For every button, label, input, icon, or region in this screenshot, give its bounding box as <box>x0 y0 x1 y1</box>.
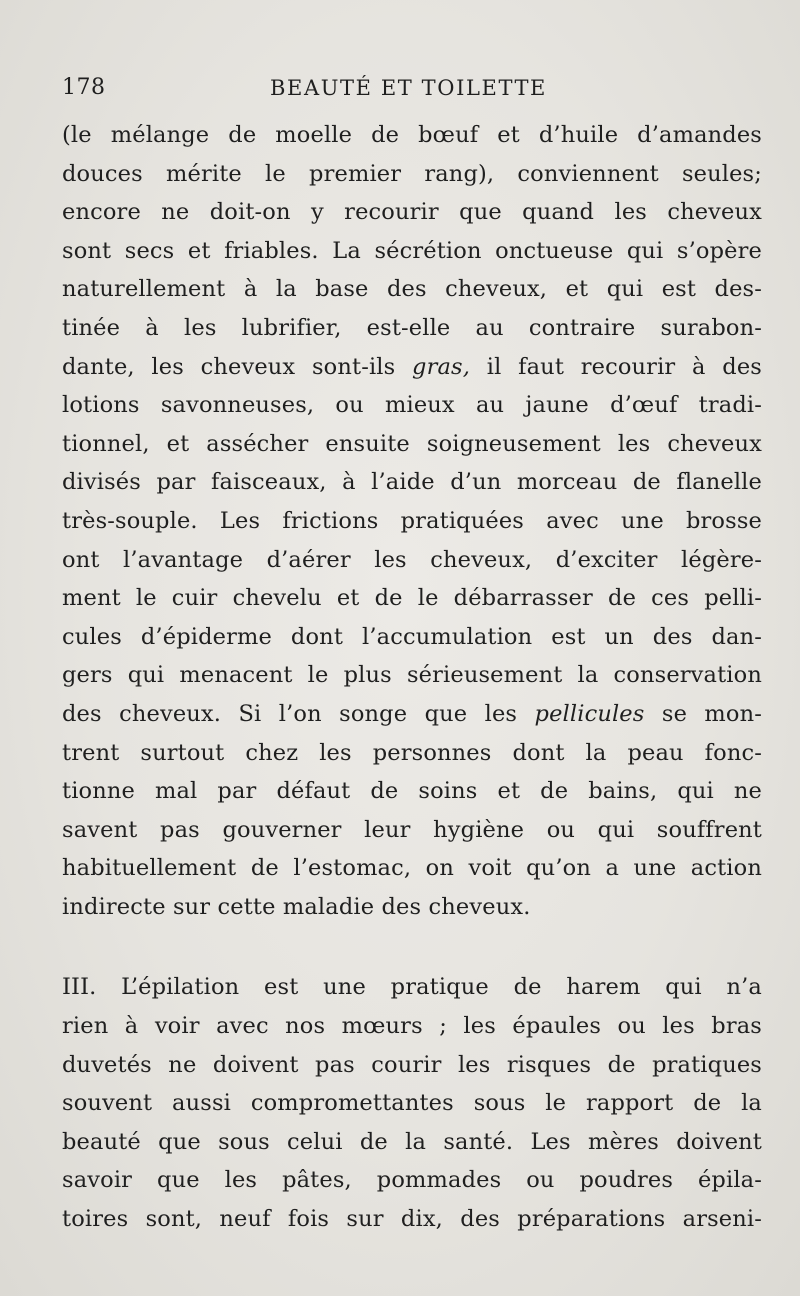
text-line: indirecte sur cette maladie des cheveux. <box>62 893 531 920</box>
text-line: III. L’épilation est une pratique de harem qui n’a <box>62 974 762 1001</box>
paragraph-gap <box>62 926 762 968</box>
text-line: savoir que les pâtes, pommades ou poudres épila- <box>62 1167 762 1194</box>
text-line: tionne mal par défaut de soins et de bains, qui ne <box>62 778 762 805</box>
text-line: sont secs et friables. La sécrétion onctueuse qui s’opère <box>62 237 762 264</box>
text-line: cules d’épiderme dont l’accumulation est un des dan- <box>62 623 762 650</box>
paragraph-1 <box>62 116 762 926</box>
text-line: (le mélange de moelle de bœuf et d’huile d’amandes <box>62 122 762 148</box>
text-line: ont l’avantage d’aérer les cheveux, d’exciter légère- <box>62 546 762 573</box>
text-line: habituellement de l’estomac, on voit qu’on a une action <box>62 855 762 882</box>
text-line: ment le cuir chevelu et de le débarrasser de ces pelli- <box>62 585 762 612</box>
text-run: dante, les cheveux sont-ils <box>62 353 413 380</box>
text-run: se mon- <box>644 700 762 727</box>
text-line: tinée à les lubrifier, est-elle au contraire surabon- <box>62 314 762 341</box>
text-run: des cheveux. Si l’on songe que les <box>62 700 535 727</box>
italic-word: gras, <box>412 353 471 380</box>
running-title: BEAUTÉ ET TOILETTE <box>270 76 547 100</box>
text-line <box>62 348 762 387</box>
text-line: trent surtout chez les personnes dont la peau fonc- <box>62 739 762 766</box>
text-line: beauté que sous celui de la santé. Les mères doivent <box>62 1128 762 1155</box>
text-run: il faut recourir à des <box>470 353 762 380</box>
body-text <box>62 116 762 1239</box>
page-header <box>62 70 762 106</box>
text-line: divisés par faisceaux, à l’aide d’un morceau de flanelle <box>62 469 762 496</box>
text-line: rien à voir avec nos mœurs ; les épaules ou les bras <box>62 1013 762 1040</box>
text-line: douces mérite le premier rang), conviennent seules; <box>62 160 762 187</box>
text-line: souvent aussi compromettantes sous le rapport de la <box>62 1090 762 1117</box>
text-line: lotions savonneuses, ou mieux au jaune d’œuf tradi- <box>62 392 762 419</box>
text-line <box>62 695 762 734</box>
paragraph-2 <box>62 968 762 1238</box>
text-line: savent pas gouverner leur hygiène ou qui souffrent <box>62 816 762 843</box>
text-line: très-souple. Les frictions pratiquées avec une brosse <box>62 507 762 534</box>
text-line: duvetés ne doivent pas courir les risques de pratiques <box>62 1051 762 1078</box>
text-line: tionnel, et assécher ensuite soigneusement les cheveux <box>62 430 762 457</box>
text-line: encore ne doit-on y recourir que quand les cheveux <box>62 199 762 226</box>
text-line: toires sont, neuf fois sur dix, des préparations arseni- <box>62 1206 762 1233</box>
text-line: gers qui menacent le plus sérieusement la conservation <box>62 662 762 689</box>
text-line: naturellement à la base des cheveux, et qui est des- <box>62 276 762 303</box>
page-number: 178 <box>62 75 106 100</box>
italic-word: pellicules <box>534 700 645 727</box>
